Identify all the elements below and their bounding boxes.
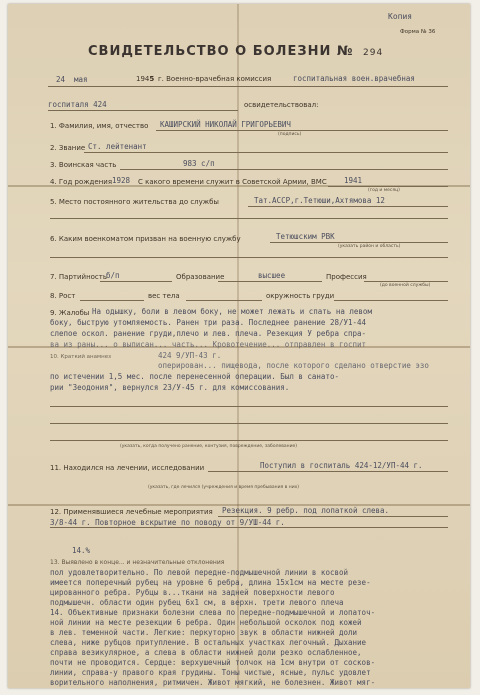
- field-7-party-label: 7. Партийность: [50, 273, 107, 281]
- field-7-edu-label: Образование: [176, 273, 225, 281]
- field-line: [50, 406, 448, 407]
- field-line: [248, 206, 448, 207]
- field-3-value: 983 с/п: [183, 159, 215, 168]
- complaint-line: ва из раны... о выписан... часть... Кровотечение... отправлен в госпит: [50, 340, 367, 349]
- field-line: [50, 527, 448, 528]
- field-6-label: 6. Каким военкоматом призван на военную службу: [50, 235, 241, 243]
- date-month: мая: [74, 75, 88, 84]
- field-line: [218, 281, 322, 282]
- field-line: [208, 471, 448, 472]
- findings-line: ворительного наполнения, ритмичен. Живот мягкий, не болезнен. Живот мяг-: [50, 678, 376, 687]
- findings-line: в лев. теменной части. Легкие: перкуторно звук в области нижней доли: [50, 628, 358, 637]
- findings-line: 14. Объективные признаки болезни слева по передне-подмышечной и лопаточ-: [50, 608, 376, 617]
- complaint-line: 424 9/УП-43 г.: [158, 351, 222, 360]
- findings-line: справа везикулярное, а слева в области нижней доли резко ослабленное,: [50, 648, 362, 657]
- field-11-value: Поступил в госпиталь 424-12/УП-44 г.: [260, 461, 423, 470]
- commission-value: госпитальная воен.врачебная: [293, 74, 415, 83]
- field-line: [270, 242, 448, 243]
- findings-line: ной линии на месте резекции 6 ребра. Один небольшой осколок под кожей: [50, 618, 362, 627]
- field-4-value: 1941: [344, 176, 363, 185]
- field-line: [50, 218, 448, 219]
- field-13-label: 13. Выявлено в конце... и незначительные отклонения: [50, 559, 225, 566]
- field-line: [334, 300, 448, 301]
- field-line: [50, 257, 448, 258]
- field-10-label: 10. Краткий анамнез: [50, 354, 112, 360]
- certificate-sheet: [8, 4, 470, 688]
- certificate-number: 294: [363, 48, 384, 58]
- complaint-line: слепое оскол. ранение груди,плечо и лев. плеча. Резекция У ребра спра-: [50, 329, 367, 338]
- field-1-value: КАШИРСКИЙ НИКОЛАЙ ГРИГОРЬЕВИЧ: [160, 120, 291, 129]
- field-7-prof-label: Профессия: [326, 273, 367, 281]
- field-line: [48, 86, 448, 87]
- field-line: [328, 186, 448, 187]
- year-prefix: 194: [136, 75, 150, 83]
- field-4-label-a: 4. Год рождения: [50, 178, 113, 186]
- field-7-edu: высшее: [258, 271, 286, 280]
- field-8-weight-label: вес тела: [148, 292, 180, 300]
- complaint-line: боку, быструю утомляемость. Ранен три раза. Последнее ранение 28/У1-44: [50, 318, 367, 327]
- field-12-value-b: 3/8-44 г. Повторное вскрытие по поводу от 9/УШ-44 г.: [50, 518, 285, 527]
- field-line: [156, 130, 448, 131]
- field-10-caption: (указать, когда получено ранение, контузия, повреждение, заболевание): [120, 444, 298, 449]
- anamnesis-line: оперирован... пищевода, после которого сделано отверстие эзо: [158, 361, 429, 370]
- field-4-caption: (год и месяц): [368, 188, 400, 193]
- field-8-chest-label: окружность груди: [266, 292, 335, 300]
- date-day: 24: [56, 75, 66, 84]
- findings-line: почти не проводится. Сердце: верхушечный толчок на 1см внутри от сосков-: [50, 658, 376, 667]
- copy-mark: Копия: [388, 12, 413, 21]
- status-line: пол удовлетворительно. По левой передне-подмышечной линии в косвой: [50, 568, 349, 577]
- findings-line: линии, справа-у правого края грудины. Тоны чистые, ясные, пульс удовлет: [50, 668, 371, 677]
- field-line: [100, 281, 172, 282]
- field-11-label: 11. Находился на лечении, исследовании: [50, 464, 205, 472]
- field-7-prof-caption: (до военной службы): [380, 283, 431, 288]
- date-year: [136, 75, 154, 83]
- field-line: [84, 152, 448, 153]
- field-line: [218, 516, 448, 517]
- field-4-label-b: С какого времени служит в Советской Армии, ВМС: [138, 178, 327, 186]
- field-line: [186, 300, 262, 301]
- field-1-caption: (подпись): [278, 132, 302, 137]
- field-line: [48, 110, 238, 111]
- field-line: [120, 169, 448, 170]
- field-7-party: б/п: [106, 271, 120, 280]
- field-8-height-label: 8. Рост: [50, 292, 76, 300]
- field-2-value: Ст. лейтенант: [88, 142, 147, 151]
- field-1-label: 1. Фамилия, имя, отчество: [50, 122, 149, 130]
- hospital-value: госпиталя 424: [48, 100, 107, 109]
- status-line: цированного ребра. Рубцы в...ткани на задней поверхности левого: [50, 588, 335, 597]
- field-9-label: 9. Жалобы: [50, 309, 90, 317]
- examined-label: освидетельствовал:: [244, 101, 319, 109]
- status-line: имеется поперечный рубец на уровне 6 ребра, длина 15х1см на месте резе-: [50, 578, 371, 587]
- field-12-label: 12. Применявшиеся лечебные мероприятия: [50, 508, 213, 516]
- birth-year: 1928: [112, 176, 131, 185]
- field-11-caption: (указать, где лечился (учреждения и время пребывания в них): [148, 485, 300, 490]
- field-13-number: 14.%: [72, 546, 91, 555]
- field-5-label: 5. Место постоянного жительства до службы: [50, 198, 219, 206]
- year-digit: 5: [149, 75, 155, 83]
- complaint-line: На одышку, боли в левом боку, не может лежать и спать на левом: [92, 307, 372, 316]
- form-number: Форма № 36: [400, 29, 436, 35]
- anamnesis-line: рии "Зеодония", вернулся 23/У-45 г. для комиссования.: [50, 383, 290, 392]
- field-line: [50, 423, 448, 424]
- document-title: [88, 44, 383, 59]
- field-2-label: 2. Звание: [50, 144, 86, 152]
- field-line: [50, 440, 448, 441]
- field-3-label: 3. Воинская часть: [50, 161, 117, 169]
- field-6-value: Тетюшским РВК: [276, 232, 335, 241]
- field-6-caption: (указать район и область): [338, 244, 401, 249]
- field-line: [364, 281, 448, 282]
- field-12-value-a: Резекция. 9 ребр. под лопаткой слева.: [222, 506, 390, 515]
- status-line: подмышечн. области один рубец 6х1 см, в верхн. трети левого плеча: [50, 598, 344, 607]
- field-line: [80, 300, 144, 301]
- anamnesis-line: по истечении 1,5 мес. после перенесенной операции. Был в санато-: [50, 372, 339, 381]
- title-text: СВИДЕТЕЛЬСТВО О БОЛЕЗНИ №: [88, 44, 354, 59]
- field-5-value: Тат.АССР,г.Тетюши,Ахтямова 12: [254, 196, 385, 205]
- findings-line: слева, ниже рубцов притупление. В остальных участках легочный. Дыхание: [50, 638, 367, 647]
- commission-label: г. Военно-врачебная комиссия: [158, 75, 272, 83]
